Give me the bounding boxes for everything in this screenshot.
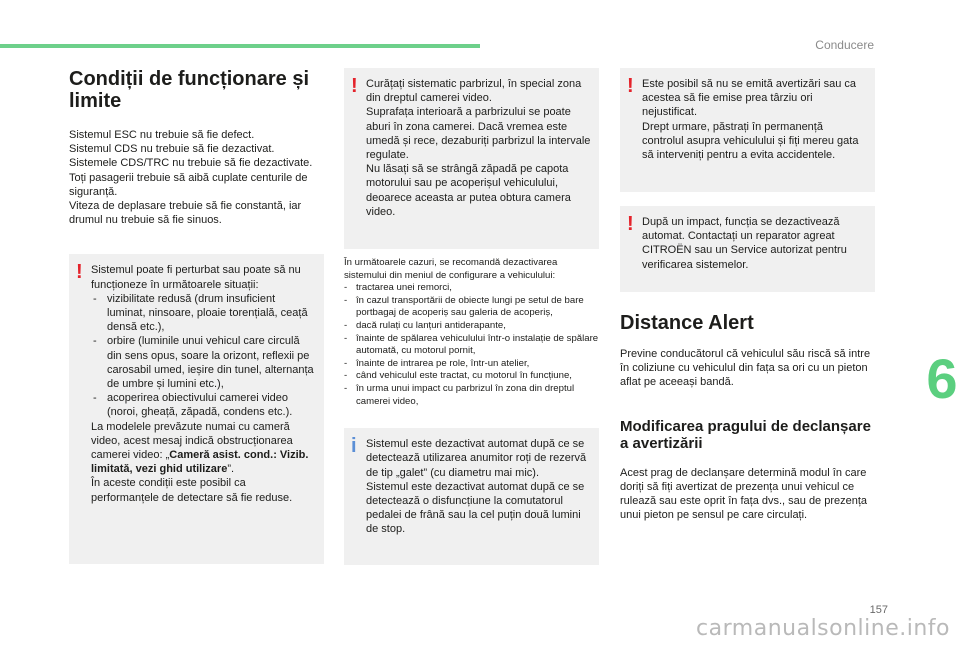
deactivation-list — [344, 282, 599, 408]
column-middle — [344, 68, 599, 565]
conditions-text — [69, 128, 324, 227]
list-item: - în urma unui impact cu parbrizul în zona din dreptul camerei video, — [344, 383, 599, 408]
deactivation-recommendations — [344, 257, 599, 408]
warning-final: În aceste condiții este posibil ca performanțele de detectare să fie reduse. — [91, 477, 293, 504]
page-number: 157 — [869, 604, 888, 616]
warning-box-cleaning — [344, 68, 599, 249]
subsection-title-threshold: Modificarea pragului de declanșare a avertizării — [620, 417, 871, 452]
list-item: - vizibilitate redusă (drum insuficient luminat, ninsoare, ploaie torențială, ceață densă etc.), — [91, 292, 316, 335]
info-line: Sistemul este dezactivat automat după ce se detectează utilizarea anumitor roți de rezervă de tip „galet” (cu diametru mai mic). — [366, 438, 587, 479]
warning-box-perturbations — [69, 254, 324, 564]
warning-line: Drept urmare, păstrați în permanență controlul asupra vehiculului și fiți mereu gata să interveniți pentru a evita accidentele. — [642, 120, 859, 162]
warning-line: Este posibil să nu se emită avertizări sau ca acestea să fie emise prea târziu ori nejustificat. — [642, 78, 856, 119]
column-left — [69, 68, 324, 564]
threshold-text: Acest prag de declanșare determină modul în care doriți să fiți avertizat de prezența unui vehicul ce rulează sau este oprit în fața dvs., sau de prezența unui pieton pe sensul pe care circulați. — [620, 466, 868, 522]
warning-line: După un impact, funcția se dezactivează automat. Contactați un reparator agreat CITROËN sau un Service autorizat pentru verificarea sistemelor. — [642, 216, 847, 271]
info-line: Sistemul este dezactivat automat după ce se detectează o disfuncțiune la comutatorul pedalei de frână sau la cel puțin două lumini de stop. — [366, 480, 585, 536]
list-item: - înainte de intrarea pe role, într-un atelier, — [344, 358, 599, 371]
paragraph: Sistemele CDS/TRC nu trebuie să fie dezactivate. — [69, 157, 313, 170]
paragraph: Sistemul ESC nu trebuie să fie defect. — [69, 129, 255, 141]
chapter-tab: 6 — [924, 332, 960, 424]
list-item: - acoperirea obiectivului camerei video (noroi, gheață, zăpadă, condens etc.). — [91, 391, 316, 419]
list-intro: În următoarele cazuri, se recomandă dezactivarea sistemului din meniul de configurare a vehiculului: — [344, 257, 558, 281]
paragraph: Viteza de deplasare trebuie să fie constantă, iar drumul nu trebuie să fie sinuos. — [69, 200, 302, 227]
watermark: carmanualsonline.info — [696, 616, 950, 641]
list-item: - înainte de spălarea vehiculului într-o instalație de spălare automată, cu motorul pornit, — [344, 333, 599, 358]
camera-message-bold: Cameră asist. cond.: Vizib. limitată, vezi ghid utilizare — [91, 449, 309, 476]
section-title-distance-alert: Distance Alert — [620, 312, 754, 334]
warning-list — [91, 292, 316, 420]
list-item: - orbire (luminile unui vehicul care circulă din sens opus, soare la orizont, reflexii pe carosabil umed, ieșire din tunel, alternanța de umbre și lumini etc.), — [91, 334, 316, 391]
paragraph: Sistemul CDS nu trebuie să fie dezactivat. — [69, 143, 275, 156]
list-item: - când vehiculul este tractat, cu motorul în funcțiune, — [344, 370, 599, 383]
paragraph: Toți pasagerii trebuie să aibă cuplate centurile de siguranță. — [69, 171, 308, 198]
warning-icon: ! — [76, 261, 83, 284]
warning-icon: ! — [351, 75, 358, 97]
column-right — [620, 68, 875, 522]
warning-camera-message — [91, 420, 316, 477]
list-item: - în cazul transportării de obiecte lungi pe setul de bare portbagaj de acoperiș sau galeria de acoperiș, — [344, 295, 599, 320]
list-item: - dacă rulați cu lanțuri antiderapante, — [344, 320, 599, 333]
warning-line: Curățați sistematic parbrizul, în special zona din dreptul camerei video. — [366, 78, 582, 105]
warning-box-after-impact — [620, 206, 875, 292]
list-item: - tractarea unei remorci, — [344, 282, 599, 295]
warning-box-late-alerts — [620, 68, 875, 192]
text-fragment: La modelele prevăzute numai cu cameră video, acest mesaj indică obstrucționarea camerei video: „ — [91, 420, 293, 462]
warning-icon: ! — [627, 75, 634, 97]
warning-intro: Sistemul poate fi perturbat sau poate să nu funcționeze în următoarele situații: — [91, 264, 301, 291]
section-title-conditions: Condiții de funcționare și limite — [69, 68, 310, 112]
distance-alert-intro: Previne conducătorul că vehiculul său riscă să intre în coliziune cu vehiculul din fața sa ori cu un pieton aflat pe aceeași bandă. — [620, 348, 871, 389]
header-accent-bar — [0, 44, 480, 48]
warning-icon: ! — [627, 213, 634, 235]
text-fragment: ”. — [227, 463, 235, 476]
warning-line: Suprafața interioară a parbrizului se poate aburi în zona camerei. Dacă vremea este umedă și rece, dezaburiți parbrizul la intervale regulate. — [366, 106, 591, 162]
info-box-auto-deactivation — [344, 428, 599, 565]
info-icon: i — [351, 435, 357, 458]
warning-line: Nu lăsați să se strângă zăpadă pe capota motorului sau pe acoperișul vehiculului, deoarece aceasta ar putea obtura camera video. — [366, 163, 571, 218]
section-header: Conducere — [815, 38, 874, 52]
